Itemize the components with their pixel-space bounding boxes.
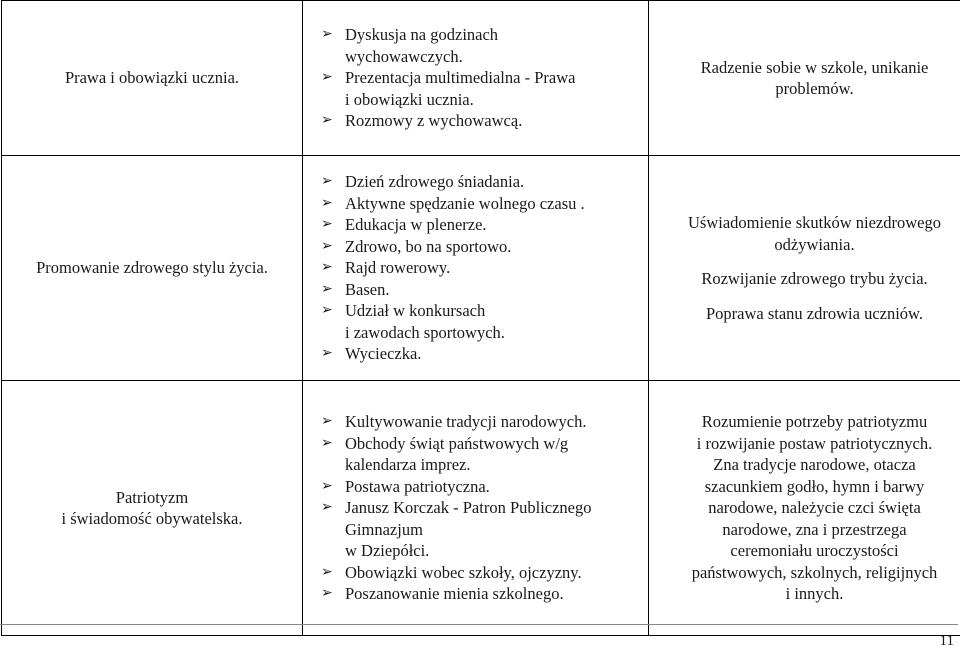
topic-line: Prawa i obowiązki ucznia. [64,68,240,88]
page-number: 11 [939,633,954,649]
list-item: ➢ Obowiązki wobec szkoły, ojczyzny. [321,562,648,584]
topic-line: i świadomość obywatelska. [61,509,243,528]
outcome-paragraph: Rozwijanie zdrowego trybu życia. [701,269,928,288]
outcomes-cell [649,1,960,156]
activities-cell [303,1,649,156]
page-divider [0,624,958,625]
table-row [2,156,960,381]
list-item: ➢ Postawa patriotyczna. [321,476,648,498]
list-item: ➢ Janusz Korczak - Patron Publicznego Gimnazjum w Dziepółci. [321,497,648,562]
topic-cell [2,156,303,381]
outcomes-cell [649,381,960,636]
outcomes-cell [649,156,960,381]
outcome-paragraph: Uświadomienie skutków niezdrowego odżywiania. [688,213,941,254]
list-item: ➢ Obchody świąt państwowych w/g kalendarza imprez. [321,433,648,476]
list-item: ➢ Dzień zdrowego śniadania. [321,171,648,193]
list-item: ➢ Rajd rowerowy. [321,257,648,279]
list-item: ➢ Udział w konkursach i zawodach sportowych. [321,300,648,343]
list-item: ➢ Edukacja w plenerze. [321,214,648,236]
topic-cell [2,1,303,156]
activity-list [321,411,648,605]
topic-line: Promowanie zdrowego stylu życia. [36,258,268,278]
activities-cell [303,381,649,636]
list-item: ➢ Basen. [321,279,648,301]
outcome-paragraph: Radzenie sobie w szkole, unikanie problemów. [700,57,929,98]
topic-line: Patriotyzm [115,487,189,507]
activities-cell [303,156,649,381]
activity-list [321,24,648,132]
list-item: ➢ Poszanowanie mienia szkolnego. [321,583,648,605]
outcome-paragraph: Rozumienie potrzeby patriotyzmu i rozwijanie postaw patriotycznych. Zna tradycje narodowe, otacza szacunkiem godło, hymn i barwy narodowe, należycie czci święta narodowe, zna i przestrzega ceremoniału uroczystości państwowych, szkolnych, religijnych i innych. [691,412,938,604]
table-row [2,381,960,636]
list-item: ➢ Zdrowo, bo na sportowo. [321,236,648,258]
topic-cell [2,381,303,636]
plan-table [1,0,960,636]
list-item: ➢ Wycieczka. [321,343,648,365]
list-item: ➢ Prezentacja multimedialna - Prawa i obowiązki ucznia. [321,67,648,110]
table-row [2,1,960,156]
list-item: ➢ Dyskusja na godzinach wychowawczych. [321,24,648,67]
list-item: ➢ Rozmowy z wychowawcą. [321,110,648,132]
activity-list [321,171,648,365]
list-item: ➢ Aktywne spędzanie wolnego czasu . [321,193,648,215]
list-item: ➢ Kultywowanie tradycji narodowych. [321,411,648,433]
outcome-paragraph: Poprawa stanu zdrowia uczniów. [705,303,924,323]
